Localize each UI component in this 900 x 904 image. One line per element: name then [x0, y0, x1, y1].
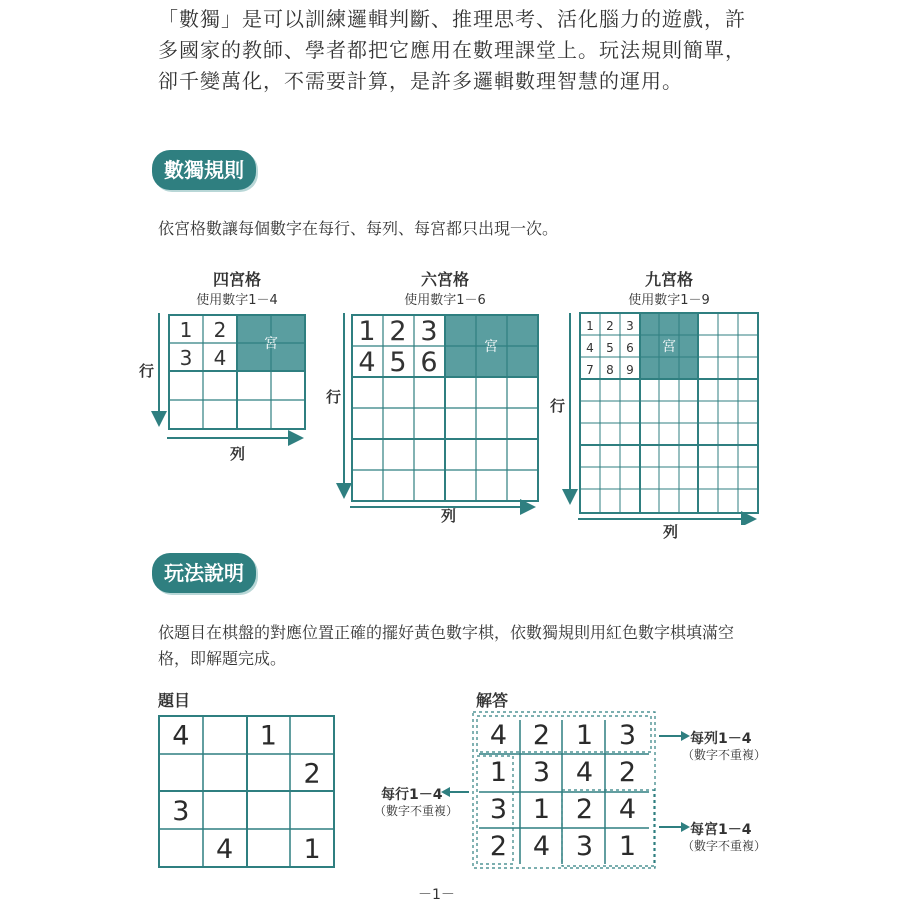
row-note: 每行1－4	[381, 787, 443, 803]
puzzle-label: 題目	[158, 691, 191, 710]
answer-cell: 3	[532, 757, 551, 789]
grid9-diagram	[555, 305, 770, 525]
puzzle-cell: 1	[259, 720, 277, 752]
puzzle-cell: 1	[303, 833, 321, 865]
answer-cell: 3	[575, 831, 594, 863]
grid4-row-label: 行	[139, 362, 155, 380]
rules-heading: 數獨規則	[152, 150, 256, 190]
answer-cell: 4	[489, 720, 508, 752]
box-note: 每宮1－4	[690, 822, 752, 838]
answer-cell: 3	[489, 794, 508, 826]
answer-cell: 1	[489, 757, 508, 789]
play-text: 依題目在棋盤的對應位置正確的擺好黃色數字棋，依數獨規則用紅色數字棋填滿空格，即解題完成。	[158, 623, 735, 668]
svg-text:1: 1	[586, 319, 594, 333]
rules-text: 依宮格數讓每個數字在每行、每列、每宮都只出現一次。	[158, 219, 559, 238]
puzzle-cell: 3	[172, 796, 190, 828]
puzzle-grid	[150, 706, 350, 876]
svg-text:宮: 宮	[662, 339, 676, 355]
svg-text:5: 5	[389, 347, 407, 378]
svg-text:2: 2	[606, 319, 614, 333]
grid9-col-label: 列	[663, 523, 679, 541]
puzzle-cell: 2	[303, 758, 321, 790]
svg-text:5: 5	[606, 341, 614, 355]
row-note-sub: （數字不重複）	[374, 804, 459, 818]
svg-text:1: 1	[358, 316, 376, 347]
answer-label: 解答	[476, 691, 509, 710]
grid6-diagram	[320, 305, 550, 515]
box-note-sub: （數字不重複）	[682, 839, 767, 853]
svg-text:3: 3	[626, 319, 634, 333]
grid4-subtitle: 使用數字1－4	[196, 293, 278, 308]
puzzle-cell: 4	[216, 833, 234, 865]
svg-text:9: 9	[626, 363, 634, 377]
grid6-col-label: 列	[441, 507, 457, 525]
svg-text:4: 4	[586, 341, 594, 355]
answer-cell: 3	[618, 720, 637, 752]
grid4-title: 四宮格	[212, 270, 261, 289]
play-heading: 玩法說明	[152, 553, 256, 593]
grid9-subtitle: 使用數字1－9	[628, 293, 710, 308]
answer-cell: 4	[575, 757, 594, 789]
svg-text:3: 3	[420, 316, 438, 347]
grid4-diagram	[130, 305, 320, 475]
grid4-digit: 3	[179, 346, 193, 370]
svg-text:6: 6	[626, 341, 634, 355]
grid4-digit: 2	[213, 318, 227, 342]
grid9-row-label: 行	[550, 397, 566, 415]
page-number: －1－	[418, 887, 455, 903]
answer-cell: 1	[575, 720, 594, 752]
grid4-box-label: 宮	[264, 336, 278, 352]
grid9-title: 九宮格	[644, 270, 693, 289]
answer-cell: 1	[618, 831, 637, 863]
svg-text:8: 8	[606, 363, 614, 377]
svg-text:2: 2	[389, 316, 407, 347]
grid6-row-label: 行	[326, 388, 342, 406]
svg-text:7: 7	[586, 363, 594, 377]
grid4-digit: 1	[179, 318, 193, 342]
svg-text:宮: 宮	[484, 339, 498, 355]
answer-cell: 1	[532, 794, 551, 826]
col-note-sub: （數字不重複）	[682, 748, 767, 762]
intro-paragraph: 「數獨」是可以訓練邏輯判斷、推理思考、活化腦力的遊戲，許多國家的教師、學者都把它應用在數理課堂上。玩法規則簡單，卻千變萬化，不需要計算，是許多邏輯數理智慧的運用。	[158, 7, 746, 93]
svg-text:6: 6	[420, 347, 438, 378]
note-arrows	[440, 720, 690, 840]
answer-cell: 2	[532, 720, 551, 752]
col-note: 每列1－4	[690, 731, 752, 747]
grid6-subtitle: 使用數字1－6	[404, 293, 486, 308]
svg-text:4: 4	[358, 347, 376, 378]
answer-cell: 4	[618, 794, 637, 826]
grid4-digit: 4	[213, 346, 227, 370]
puzzle-cell: 4	[172, 720, 190, 752]
grid6-title: 六宮格	[420, 270, 469, 289]
grid4-col-label: 列	[230, 445, 246, 463]
answer-cell: 4	[532, 831, 551, 863]
answer-cell: 2	[575, 794, 594, 826]
answer-cell: 2	[618, 757, 637, 789]
answer-cell: 2	[489, 831, 508, 863]
